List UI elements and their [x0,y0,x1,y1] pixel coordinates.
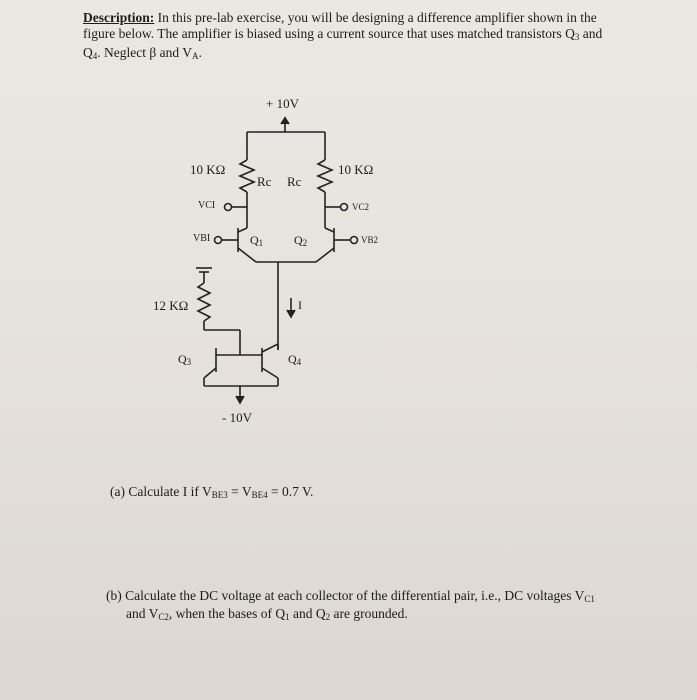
q3-letter: Q [178,352,187,366]
vb1-label: VBI [193,233,211,244]
description-period: . [198,45,202,60]
rc-right-label: Rc [287,174,302,189]
vbe3-sub: BE3 [211,490,228,500]
description-line3: Q [83,45,93,60]
resistor-right-value: 10 KΩ [338,162,374,177]
question-b-and: and V [126,606,159,621]
description-line2: figure below. The amplifier is biased using a current source that uses matched transistors Q [83,26,575,41]
question-b-text1: (b) Calculate the DC voltage at each collector of the differential pair, i.e., DC voltages V [106,588,585,603]
vc1-label: VCI [198,200,216,211]
q2-sub-b: 2 [325,612,331,622]
vpos-label: + 10V [266,96,299,111]
question-a-equals: = V [227,484,252,499]
vc1-sub: C1 [584,594,595,604]
vb2-label: VB2 [361,235,379,245]
vc2-label: VC2 [352,202,370,212]
current-label: I [298,298,302,312]
q3-sub: 3 [186,357,192,367]
q1-sub-b: 1 [285,612,290,622]
q1-sub: 1 [258,238,264,248]
q4-sub: 4 [296,357,302,367]
question-b-andq: and Q [289,606,326,621]
q3-label [178,352,191,367]
question-b-line1 [106,588,595,604]
description-line1: In this pre-lab exercise, you will be designing a difference amplifier shown in the [154,10,597,25]
question-a [110,484,313,500]
q1-label [250,233,263,248]
vneg-label: - 10V [222,410,252,425]
question-b-line2 [126,606,408,622]
rc-left-label: Rc [257,174,272,189]
vbe4-sub: BE4 [251,490,268,500]
q1-letter: Q [250,233,259,247]
description-heading: Description: [83,10,155,25]
description-and: and [579,26,603,41]
question-b-when: , when the bases of Q [168,606,286,621]
vc2-sub: C2 [158,612,169,622]
question-a-text: (a) Calculate I if V [110,484,212,499]
q2-sub: 2 [302,238,308,248]
q4-label [288,352,301,367]
q4-letter: Q [288,352,297,366]
sub-4: 4 [92,51,98,61]
sub-a: A [191,51,199,61]
q2-label [294,233,307,248]
question-a-end: = 0.7 V. [267,484,314,499]
resistor-left-value: 10 KΩ [190,162,226,177]
sub-3: 3 [574,32,580,42]
description-neglect: . Neglect β and V [97,45,192,60]
question-b-grounded: are grounded. [330,606,408,621]
q2-letter: Q [294,233,303,247]
bias-resistor-value: 12 KΩ [153,298,189,313]
